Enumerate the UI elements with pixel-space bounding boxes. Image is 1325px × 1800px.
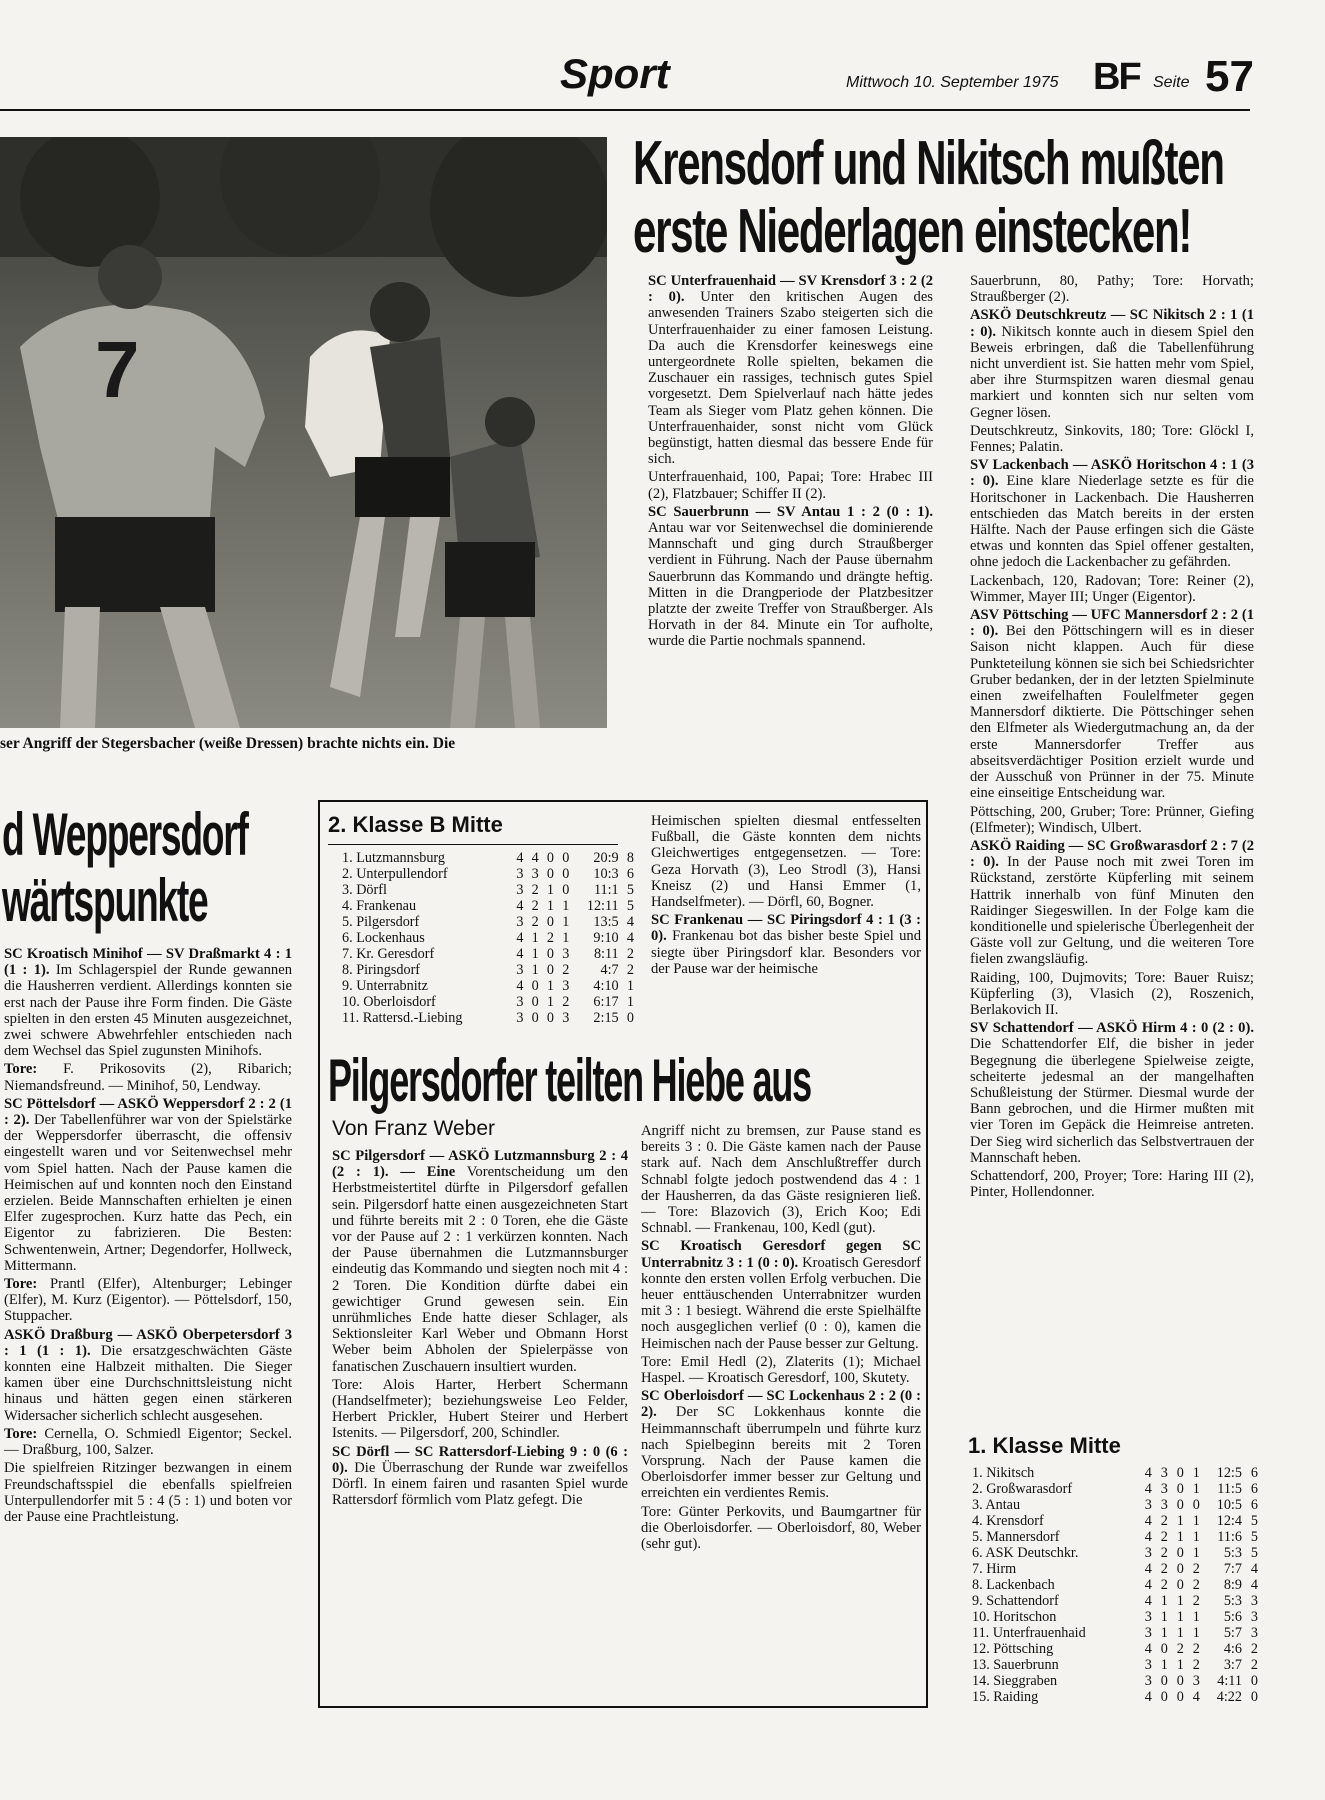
stat-cell: 3 — [516, 866, 524, 882]
standings-row — [972, 1673, 1258, 1689]
stat-cell: 4 — [516, 850, 524, 866]
pilgersdorf-col1 — [332, 1148, 628, 1510]
stat-cell: 4 — [1192, 1689, 1200, 1705]
stat-cell: 11:1 — [593, 882, 619, 898]
stat-cell: 0 — [546, 946, 554, 962]
stat-cell: 1 — [1176, 1529, 1184, 1545]
stat-cell: 4 — [626, 930, 634, 946]
standings-row — [342, 930, 634, 946]
stat-cell: 0 — [1160, 1641, 1168, 1657]
report-paragraph: SC Frankenau — SC Piringsdorf 4 : 1 (3 : 0). Frankenau bot das bisher beste Spiel und siegte über Piringsdorf klar. Besonders vor der Pause war der heimische — [651, 912, 921, 977]
standings-row — [972, 1689, 1258, 1705]
report-paragraph: Raiding, 100, Dujmovits; Tore: Bauer Ruisz; Küpferling (3), Vlasich (2), Roszenich, Berlakovich II. — [970, 969, 1254, 1018]
byline: Von Franz Weber — [332, 1117, 496, 1140]
stat-cell: 2 — [531, 898, 539, 914]
report-paragraph: Tore: Emil Hedl (2), Zlaterits (1); Michael Haspel. — Kroatisch Geresdorf, 100, Skutety. — [641, 1353, 921, 1387]
main-article-col2 — [970, 273, 1254, 1202]
stat-cell: 4 — [1144, 1513, 1152, 1529]
left-article-body — [4, 946, 292, 1527]
stat-cell: 3 — [1160, 1465, 1168, 1481]
stat-cell: 6 — [1250, 1481, 1258, 1497]
standings-table — [972, 1465, 1258, 1705]
stat-cell: 3 — [516, 1010, 524, 1026]
stat-cell: 0 — [546, 1010, 554, 1026]
stat-cell: 4 — [1144, 1481, 1152, 1497]
team-name: 6. Lockenhaus — [342, 930, 425, 946]
left-headline-line1: d Weppersdorf — [2, 801, 248, 868]
team-name: 12. Pöttsching — [972, 1641, 1054, 1657]
stat-cell: 0 — [1176, 1577, 1184, 1593]
stat-cell: 4 — [516, 930, 524, 946]
stat-cell: 1 — [1160, 1593, 1168, 1609]
stat-cell: 1 — [531, 930, 539, 946]
team-name: 13. Sauerbrunn — [972, 1657, 1059, 1673]
stat-cell: 12:4 — [1216, 1513, 1242, 1529]
stat-cell: 4 — [516, 946, 524, 962]
page-number: 57 — [1205, 52, 1254, 101]
team-name: 6. ASK Deutschkr. — [972, 1545, 1079, 1561]
stat-cell: 8 — [626, 850, 634, 866]
stat-cell: 0 — [546, 914, 554, 930]
stat-cell: 4 — [531, 850, 539, 866]
report-paragraph: SV Schattendorf — ASKÖ Hirm 4 : 0 (2 : 0). Die Schattendorfer Elf, die bisher in jeder Begegnung die überlegene Spielweise zeigte, scheiterte jedesmal an der mangelhaften Schußleistung der Stürmer. Diesmal wurde der Bann gebrochen, und die Hirmer mußten mit vier Toren im Gepäck die Heimreise antreten. Der Sieg wird sicherlich das Selbstvertrauen der Mannschaft heben. — [970, 1020, 1254, 1166]
left-headline-line2: wärtspunkte — [2, 867, 208, 934]
stat-cell: 6 — [626, 866, 634, 882]
standings-row — [972, 1641, 1258, 1657]
stat-cell: 3 — [1250, 1625, 1258, 1641]
title-underline — [328, 844, 618, 845]
stat-cell: 2 — [1160, 1561, 1168, 1577]
stat-cell: 0 — [531, 994, 539, 1010]
stat-cell: 3 — [1144, 1657, 1152, 1673]
stat-cell: 2 — [1176, 1641, 1184, 1657]
stat-cell: 3 — [1160, 1481, 1168, 1497]
stat-cell: 2:15 — [593, 1010, 619, 1026]
stat-cell: 3:7 — [1223, 1657, 1242, 1673]
stat-cell: 3 — [562, 978, 570, 994]
stat-cell: 0 — [1176, 1561, 1184, 1577]
report-paragraph: SC Oberloisdorf — SC Lockenhaus 2 : 2 (0 : 2). Der SC Lokkenhaus konnte die Heimmannschaft überrumpeln und führte kurz nach Spielbeginn bereits mit 2 Toren Vorsprung. Nach der Pause kamen die Oberloisdorfer immer besser zur Geltung und erreichten ein verdientes Remis. — [641, 1388, 921, 1502]
stat-cell: 3 — [1144, 1625, 1152, 1641]
photo-caption: ser Angriff der Stegersbacher (weiße Dressen) brachte nichts ein. Die — [0, 735, 456, 752]
standings-row — [972, 1497, 1258, 1513]
team-name: 10. Oberloisdorf — [342, 994, 436, 1010]
report-paragraph: Tore: Prantl (Elfer), Altenburger; Lebinger (Elfer), M. Kurz (Eigentor). — Pöttelsdorf, 150, Stuppacher. — [4, 1276, 292, 1325]
team-name: 2. Unterpullendorf — [342, 866, 448, 882]
stat-cell: 2 — [562, 994, 570, 1010]
standings-row — [342, 962, 634, 978]
stat-cell: 2 — [1160, 1529, 1168, 1545]
team-name: 3. Dörfl — [342, 882, 387, 898]
stat-cell: 1 — [1176, 1657, 1184, 1673]
stat-cell: 1 — [1192, 1529, 1200, 1545]
stat-cell: 1 — [1192, 1465, 1200, 1481]
stat-cell: 4 — [516, 978, 524, 994]
report-paragraph: SC Pöttelsdorf — ASKÖ Weppersdorf 2 : 2 (1 : 2). Der Tabellenführer war von der Spielstärke der Weppersdorfer überrascht, die offensiv eingestellt waren und vor Seitenwechsel mehr vom Spiel hatten. Nach der Pause kamen die Heimischen auf und konnten noch den Einstand erzielen. Beide Mannschaften erhielten je einen Elfer zugesprochen. Kurz hatte das Pech, ein Eigentor zu fabrizieren. Die Besten: Schwentenwein, Artner; Degendorfer, Hollweck, Mittermann. — [4, 1095, 292, 1274]
standings-1-klasse-mitte — [968, 1433, 1258, 1705]
stat-cell: 4:6 — [1223, 1641, 1242, 1657]
main-headline-line1: Krensdorf und Nikitsch mußten — [633, 129, 1224, 198]
standings-row — [342, 898, 634, 914]
stat-cell: 1 — [1176, 1609, 1184, 1625]
team-name: 15. Raiding — [972, 1689, 1039, 1705]
stat-cell: 4 — [1144, 1529, 1152, 1545]
stat-cell: 2 — [1250, 1657, 1258, 1673]
team-name: 11. Rattersd.-Liebing — [342, 1010, 463, 1026]
pilgersdorf-col2 — [641, 1123, 921, 1554]
match-photo — [0, 137, 607, 728]
stat-cell: 4:10 — [593, 978, 619, 994]
stat-cell: 0 — [1250, 1689, 1258, 1705]
report-paragraph: Sauerbrunn, 80, Pathy; Tore: Horvath; Straußberger (2). — [970, 273, 1254, 306]
standings-row — [342, 946, 634, 962]
header-rule — [0, 109, 1250, 111]
stat-cell: 2 — [1160, 1577, 1168, 1593]
standings-row — [972, 1545, 1258, 1561]
stat-cell: 3 — [1160, 1497, 1168, 1513]
report-paragraph: Heimischen spielten diesmal entfesselten Fußball, die Gäste konnten dem nichts Gleichwertiges entgegensetzen. — Tore: Geza Horvath (3), Leo Strodl (3), Hansi Kneisz (2) und Hansi Emmer (1, Handselfmeter). — Dörfl, 60, Bogner. — [651, 813, 921, 911]
stat-cell: 4 — [1250, 1577, 1258, 1593]
stat-cell: 2 — [1160, 1513, 1168, 1529]
stat-cell: 11:5 — [1217, 1481, 1242, 1497]
team-name: 10. Horitschon — [972, 1609, 1057, 1625]
stat-cell: 2 — [562, 962, 570, 978]
stat-cell: 5:3 — [1223, 1545, 1242, 1561]
stat-cell: 0 — [1176, 1497, 1184, 1513]
stat-cell: 7:7 — [1223, 1561, 1242, 1577]
stat-cell: 0 — [531, 1010, 539, 1026]
stat-cell: 3 — [516, 994, 524, 1010]
stat-cell: 0 — [562, 850, 570, 866]
stat-cell: 2 — [1192, 1641, 1200, 1657]
standings-row — [972, 1481, 1258, 1497]
stat-cell: 6 — [1250, 1497, 1258, 1513]
stat-cell: 3 — [531, 866, 539, 882]
stat-cell: 2 — [1160, 1545, 1168, 1561]
stat-cell: 2 — [626, 962, 634, 978]
stat-cell: 1 — [546, 994, 554, 1010]
standings-row — [972, 1577, 1258, 1593]
stat-cell: 12:11 — [586, 898, 619, 914]
pilgersdorf-headline: Pilgersdorfer teilten Hiebe aus — [328, 1047, 811, 1114]
report-paragraph: Unterfrauenhaid, 100, Papai; Tore: Hrabec III (2), Flatzbauer; Schiffer II (2). — [648, 469, 933, 502]
standings-row — [972, 1609, 1258, 1625]
stat-cell: 1 — [546, 978, 554, 994]
stat-cell: 12:5 — [1216, 1465, 1242, 1481]
bf-logo: BF — [1093, 56, 1140, 98]
report-paragraph: SC Unterfrauenhaid — SV Krensdorf 3 : 2 (2 : 0). Unter den kritischen Augen des anwesenden Trainers Szabo steigerten sich die Unterfrauenhaider zu einer famosen Leistung. Da auch die Krensdorfer keineswegs eine untergeordnete Rolle spielten, bekamen die Zuschauer ein rassiges, technisch gutes Spiel vorgesetzt. Dem Spielverlauf nach hätte jedes Team als Sieger vom Platz gehen können. Die Unterfrauenhaider, sonst nicht vom Glück begünstigt, hatten diesmal das bessere Ende für sich. — [648, 273, 933, 468]
stat-cell: 5:6 — [1223, 1609, 1242, 1625]
team-name: 5. Pilgersdorf — [342, 914, 420, 930]
stat-cell: 0 — [1160, 1689, 1168, 1705]
stat-cell: 4 — [1144, 1593, 1152, 1609]
standings-title: 1. Klasse Mitte — [968, 1433, 1121, 1458]
stat-cell: 4 — [516, 898, 524, 914]
report-paragraph: ASKÖ Draßburg — ASKÖ Oberpetersdorf 3 : 1 (1 : 1). Die ersatzgeschwächten Gäste konnten eine Halbzeit mithalten. Die Sieger kamen über eine Durchschnittsleistung nicht hinaus und hätten gegen einen stärkeren Widersacher sicherlich schlecht ausgesehen. — [4, 1326, 292, 1424]
standings-row — [972, 1513, 1258, 1529]
stat-cell: 5 — [1250, 1545, 1258, 1561]
football-scene-image — [0, 137, 607, 728]
stat-cell: 6:17 — [593, 994, 619, 1010]
stat-cell: 1 — [1192, 1609, 1200, 1625]
team-name: 7. Kr. Geresdorf — [342, 946, 435, 962]
stat-cell: 0 — [531, 978, 539, 994]
team-name: 4. Krensdorf — [972, 1513, 1044, 1529]
stat-cell: 0 — [1250, 1673, 1258, 1689]
stat-cell: 3 — [1144, 1497, 1152, 1513]
report-paragraph: Pöttsching, 200, Gruber; Tore: Prünner, Giefing (Elfmeter); Windisch, Ulbert. — [970, 803, 1254, 836]
standings-title: 2. Klasse B Mitte — [328, 812, 503, 837]
stat-cell: 1 — [531, 962, 539, 978]
team-name: 14. Sieggraben — [972, 1673, 1058, 1689]
team-name: 9. Unterrabnitz — [342, 978, 428, 994]
stat-cell: 1 — [1176, 1593, 1184, 1609]
report-paragraph: ASKÖ Raiding — SC Großwarasdorf 2 : 7 (2 : 0). In der Pause noch mit zwei Toren im Rückstand, zerstörte Küpferling mit seinem Hattrik innerhalb von fünf Minuten den Raidinger Siegeswillen. In der Folge kam die konditionelle und spielerische Überlegenheit der Gäste voll zur Geltung, und die weiteren Tore fielen zwangsläufig. — [970, 837, 1254, 968]
standings-row — [342, 994, 634, 1010]
team-name: 8. Piringsdorf — [342, 962, 421, 978]
report-paragraph: ASKÖ Deutschkreutz — SC Nikitsch 2 : 1 (1 : 0). Nikitsch konnte auch in diesem Spiel den Beweis erbringen, daß die Tabellenführung nicht unverdient ist. Sie hatten mehr vom Spiel, aber ihre Sturmspitzen waren diesmal genau markiert und konnten sich nur selten vom Gegner lösen. — [970, 307, 1254, 421]
stat-cell: 1 — [562, 930, 570, 946]
team-name: 3. Antau — [972, 1497, 1021, 1513]
stat-cell: 0 — [1176, 1465, 1184, 1481]
stat-cell: 10:3 — [593, 866, 619, 882]
report-paragraph: Angriff nicht zu bremsen, zur Pause stand es bereits 3 : 0. Die Gäste kamen nach der Pause stark auf. Nach dem Anschlußtreffer durch Schnabl folgte jedoch postwendend das 4 : 1 der Hausherren, da das Gäste resignieren ließ. — Tore: Blazovich (3), Erich Koo; Edi Schnabl. — Frankenau, 100, Kedl (gut). — [641, 1123, 921, 1237]
stat-cell: 5:7 — [1223, 1625, 1242, 1641]
page-label: Seite — [1153, 74, 1190, 91]
stat-cell: 1 — [1160, 1657, 1168, 1673]
report-paragraph: Die spielfreien Ritzinger bezwangen in einem Freundschaftsspiel die ebenfalls spielfreien Unterpullendorfer mit 5 : 4 (5 : 1) und boten vor der Pause eine Prachtleistung. — [4, 1460, 292, 1525]
stat-cell: 1 — [626, 978, 634, 994]
stat-cell: 3 — [1250, 1593, 1258, 1609]
report-paragraph: ASV Pöttsching — UFC Mannersdorf 2 : 2 (1 : 0). Bei den Pöttschingern will es in dieser Saison nicht klappen. Auch für diese Punkteteilung können sie sich bei Schiedsrichter Gruber bedanken, der in der letzten Spielminute einen zweifelhaften Foulelfmeter gegen Mannersdorf diktierte. Die Pöttschinger sehen den Elfmeter als Wiedergutmachung an, da der erste Mannersdorfer Treffer aus abseitsverdächtiger Position erzielt wurde und der Ausschuß von Prünner in der 75. Minute eine einseitige Entscheidung war. — [970, 607, 1254, 802]
stat-cell: 0 — [1176, 1481, 1184, 1497]
stat-cell: 2 — [1192, 1657, 1200, 1673]
page-header — [0, 0, 1325, 112]
stat-cell: 2 — [1192, 1577, 1200, 1593]
stat-cell: 4 — [1144, 1561, 1152, 1577]
issue-date: Mittwoch 10. September 1975 — [846, 74, 1059, 91]
standings-row — [972, 1593, 1258, 1609]
standings-row — [972, 1529, 1258, 1545]
report-paragraph: SC Pilgersdorf — ASKÖ Lutzmannsburg 2 : 4 (2 : 1). — Eine Vorentscheidung um den Herbstmeistertitel dürfte in Pilgersdorf gefallen sein. Pilgersdorf hatte einen ausgezeichneten Start und führte bereits mit 2 : 0 Toren, ehe die Gäste vor der Pause auf 2 : 1 verkürzen konnten. Nach der Pause übernahmen die Lutzmannsburger eindeutig das Kommando und siegten noch mit 4 : 2 Toren. Die Kondition dürfte dabei ein gewichtiger Grund gewesen sein. Ein unrühmliches Ende hatte dieser Schlager, als Sektionsleiter Karl Weber und Obmann Horst Weber beim Abholen der Spielerpässe von fanatischen Zuschauern insultiert wurden. — [332, 1148, 628, 1375]
stat-cell: 9:10 — [593, 930, 619, 946]
report-paragraph: Tore: Alois Harter, Herbert Schermann (Handselfmeter); beziehungsweise Leo Felder, Herbert Prickler, Hubert Steirer und Herbert Istenits. — Pilgersdorf, 200, Schindler. — [332, 1376, 628, 1442]
stat-cell: 0 — [1176, 1689, 1184, 1705]
report-paragraph: Lackenbach, 120, Radovan; Tore: Reiner (2), Wimmer, Mayer III; Unger (Eigentor). — [970, 572, 1254, 605]
stat-cell: 20:9 — [593, 850, 619, 866]
stat-cell: 0 — [1176, 1673, 1184, 1689]
stat-cell: 2 — [1250, 1641, 1258, 1657]
standings-row — [342, 882, 634, 898]
stat-cell: 3 — [1144, 1609, 1152, 1625]
standings-row — [342, 914, 634, 930]
section-title: Sport — [560, 50, 670, 97]
stat-cell: 5 — [1250, 1513, 1258, 1529]
stat-cell: 0 — [1160, 1673, 1168, 1689]
standings-row — [972, 1465, 1258, 1481]
stat-cell: 5:3 — [1223, 1593, 1242, 1609]
report-paragraph: SC Sauerbrunn — SV Antau 1 : 2 (0 : 1). Antau war vor Seitenwechsel die dominierende Mannschaft und ging durch Straußberger verdient in Führung. Nach der Pause übernahm Sauerbrunn das Kommando und drängte heftig. Mitten in die Drangperiode der Platzbesitzer platzte der zweite Treffer von Straußberger. Als Horvath in der 84. Minute ein Tor aufholte, wurde die Partie nochmals spannend. — [648, 503, 933, 650]
stat-cell: 1 — [626, 994, 634, 1010]
team-name: 1. Lutzmannsburg — [342, 850, 445, 866]
stat-cell: 1 — [546, 882, 554, 898]
stat-cell: 2 — [531, 914, 539, 930]
team-name: 8. Lackenbach — [972, 1577, 1055, 1593]
stat-cell: 4:7 — [600, 962, 619, 978]
main-headline-line2: erste Niederlagen einstecken! — [633, 197, 1192, 266]
stat-cell: 13:5 — [593, 914, 619, 930]
stat-cell: 0 — [546, 962, 554, 978]
stat-cell: 1 — [1176, 1513, 1184, 1529]
standings-row — [342, 850, 634, 866]
stat-cell: 4:22 — [1216, 1689, 1242, 1705]
stat-cell: 2 — [1192, 1593, 1200, 1609]
stat-cell: 5 — [626, 882, 634, 898]
stat-cell: 8:9 — [1223, 1577, 1242, 1593]
stat-cell: 2 — [546, 930, 554, 946]
stat-cell: 1 — [1192, 1481, 1200, 1497]
stat-cell: 4 — [626, 914, 634, 930]
stat-cell: 3 — [1192, 1673, 1200, 1689]
stat-cell: 4 — [1250, 1561, 1258, 1577]
stat-cell: 3 — [1144, 1673, 1152, 1689]
team-name: 7. Hirm — [972, 1561, 1017, 1577]
stat-cell: 6 — [1250, 1465, 1258, 1481]
stat-cell: 3 — [562, 1010, 570, 1026]
main-article-col1 — [648, 273, 933, 652]
report-paragraph: Schattendorf, 200, Proyer; Tore: Haring III (2), Pinter, Hollendonner. — [970, 1167, 1254, 1201]
stat-cell: 4:11 — [1217, 1673, 1242, 1689]
stat-cell: 3 — [1250, 1609, 1258, 1625]
standings-row — [972, 1561, 1258, 1577]
stat-cell: 1 — [546, 898, 554, 914]
stat-cell: 4 — [1144, 1465, 1152, 1481]
stat-cell: 1 — [562, 898, 570, 914]
stat-cell: 0 — [546, 866, 554, 882]
stat-cell: 4 — [1144, 1641, 1152, 1657]
stat-cell: 2 — [531, 882, 539, 898]
stat-cell: 3 — [516, 882, 524, 898]
stat-cell: 2 — [626, 946, 634, 962]
stat-cell: 3 — [562, 946, 570, 962]
report-paragraph: Tore: F. Prikosovits (2), Ribarich; Niemandsfreund. — Minihof, 50, Lendway. — [4, 1061, 292, 1094]
stat-cell: 1 — [1160, 1625, 1168, 1641]
jersey-number: 7 — [95, 325, 140, 414]
stat-cell: 0 — [562, 866, 570, 882]
stat-cell: 5 — [626, 898, 634, 914]
report-paragraph: SC Kroatisch Geresdorf gegen SC Unterrabnitz 3 : 1 (0 : 0). Kroatisch Geresdorf konnte den ersten vollen Erfolg verbuchen. Die heuer enttäuschenden Unterrabnitzer wurden mit 3 : 1 besiegt. Während die erste Spielhälfte noch ausgeglichen verlief (0 : 0), kamen die Heimischen nach der Pause besser zur Geltung. — [641, 1238, 921, 1352]
stat-cell: 1 — [1192, 1625, 1200, 1641]
standings-row — [342, 978, 634, 994]
stat-cell: 5 — [1250, 1529, 1258, 1545]
stat-cell: 2 — [1192, 1561, 1200, 1577]
stat-cell: 11:6 — [1217, 1529, 1242, 1545]
middle-upper-text — [651, 813, 921, 979]
report-paragraph: SV Lackenbach — ASKÖ Horitschon 4 : 1 (3 : 0). Eine klare Niederlage setzte es für die Horitschoner in Lackenbach. Die Hausherren entschieden das Match bereits in der ersten Hälfte. Nach der Pause erfingen sich die Gäste etwas und konnten das Spiel offener gestalten, ohne jedoch die Lackenbacher zu gefährden. — [970, 457, 1254, 571]
team-name: 1. Nikitsch — [972, 1465, 1035, 1481]
stat-cell: 1 — [1160, 1609, 1168, 1625]
team-name: 9. Schattendorf — [972, 1593, 1059, 1609]
stat-cell: 0 — [546, 850, 554, 866]
standings-row — [342, 866, 634, 882]
stat-cell: 3 — [516, 914, 524, 930]
standings-row — [342, 1010, 634, 1026]
report-paragraph: Deutschkreutz, Sinkovits, 180; Tore: Glöckl I, Fennes; Palatin. — [970, 422, 1254, 456]
stat-cell: 0 — [1192, 1497, 1200, 1513]
report-paragraph: SC Kroatisch Minihof — SV Draßmarkt 4 : 1 (1 : 1). Im Schlagerspiel der Runde gewannen die Hausherren verdient. Allerdings konnten sie erst nach der Pause ihre Form finden. Die Gäste spielten in den ersten 45 Minuten ausgezeichnet, zwei schwere Abwehrfehler entschieden nach dem Wechsel das Spiel zugunsten Minihofs. — [4, 946, 293, 1060]
standings-row — [972, 1625, 1258, 1641]
stat-cell: 0 — [1176, 1545, 1184, 1561]
stat-cell: 0 — [626, 1010, 634, 1026]
stat-cell: 1 — [531, 946, 539, 962]
team-name: 5. Mannersdorf — [972, 1529, 1060, 1545]
team-name: 11. Unterfrauenhaid — [972, 1625, 1086, 1641]
stat-cell: 0 — [562, 882, 570, 898]
stat-cell: 1 — [1192, 1513, 1200, 1529]
stat-cell: 1 — [562, 914, 570, 930]
stat-cell: 4 — [1144, 1577, 1152, 1593]
stat-cell: 3 — [1144, 1545, 1152, 1561]
stat-cell: 8:11 — [593, 946, 619, 962]
stat-cell: 1 — [1176, 1625, 1184, 1641]
stat-cell: 1 — [1192, 1545, 1200, 1561]
stat-cell: 10:5 — [1216, 1497, 1242, 1513]
report-paragraph: SC Dörfl — SC Rattersdorf-Liebing 9 : 0 (6 : 0). Die Überraschung der Runde war zweifellos Dörfl. In einem fairen und rasanten Spiel wurde Rattersdorf förmlich vom Platz gefegt. Die — [332, 1443, 628, 1509]
team-name: 4. Frankenau — [342, 898, 417, 914]
standings-table — [342, 850, 634, 1026]
standings-2-klasse-b-mitte — [328, 812, 634, 1026]
team-name: 2. Großwarasdorf — [972, 1481, 1073, 1497]
report-paragraph: Tore: Günter Perkovits, und Baumgartner für die Oberloisdorfer. — Oberloisdorf, 80, Weber (sehr gut). — [641, 1503, 921, 1553]
stat-cell: 4 — [1144, 1689, 1152, 1705]
standings-row — [972, 1657, 1258, 1673]
stat-cell: 3 — [516, 962, 524, 978]
report-paragraph: Tore: Cernella, O. Schmiedl Eigentor; Seckel. — Draßburg, 100, Salzer. — [4, 1425, 292, 1459]
